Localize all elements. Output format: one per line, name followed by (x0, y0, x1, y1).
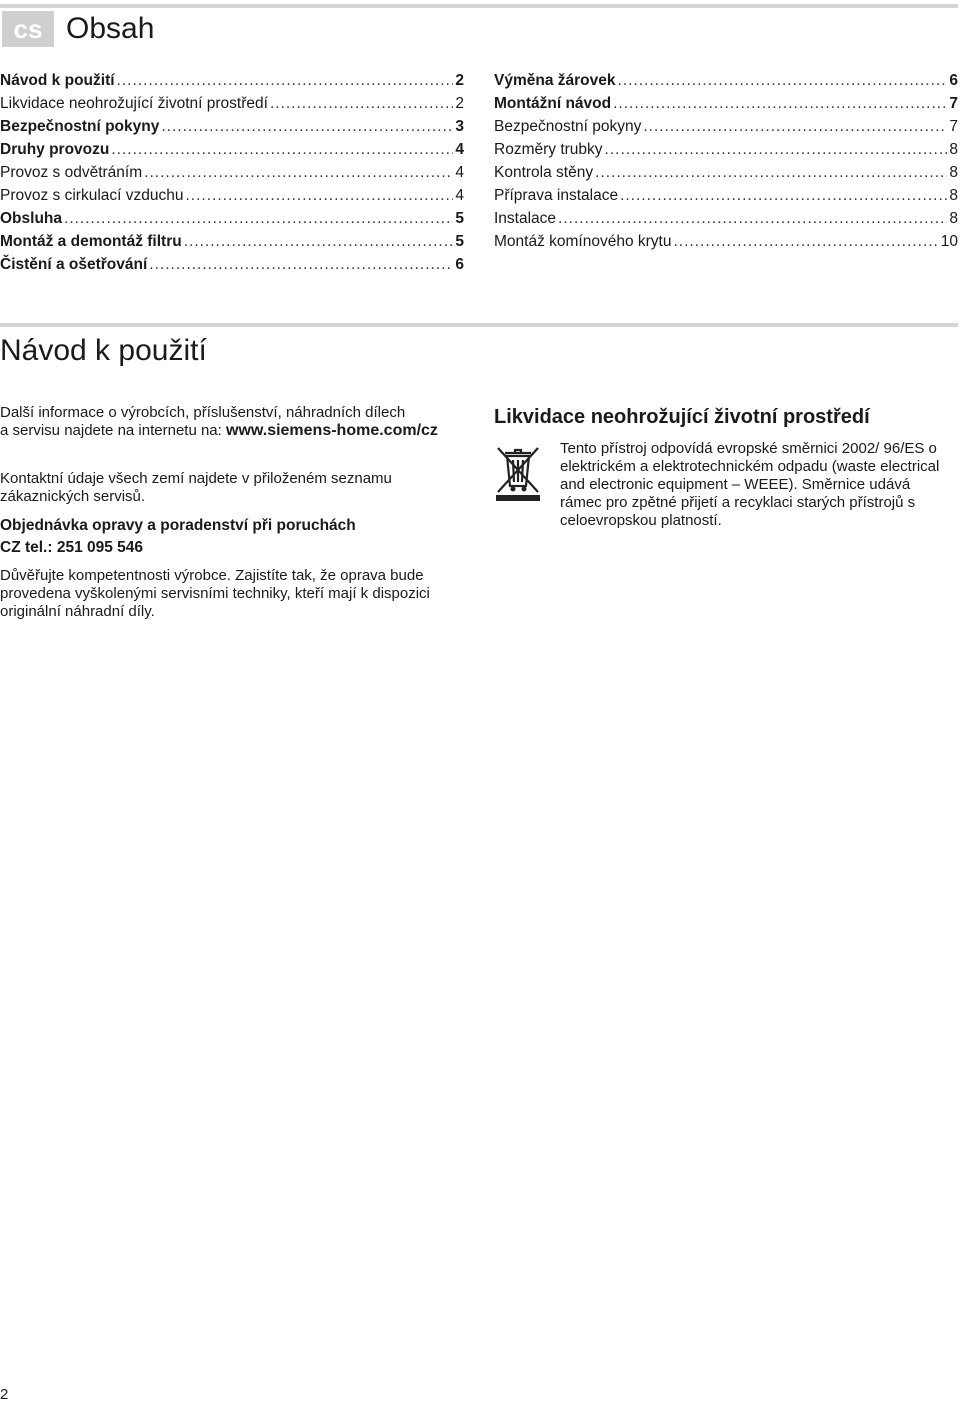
disposal-heading: Likvidace neohrožující životní prostředí (494, 406, 870, 428)
toc-entry[interactable]: Montáž a demontáž filtru ..... 5 (0, 230, 464, 253)
order-heading: Objednávka opravy a poradenství při poruchách (0, 517, 356, 534)
language-badge: cs (2, 11, 54, 47)
disposal-text: Tento přístroj odpovídá evropské směrnici 2002/ 96/ES o elektrickém a elektrotechnickém odpadu (waste electrical and electronic equipment – WEEE). Směrnice udává rámec pro zpětné přijetí a recyklaci starých přístrojů s celoevropskou platností. (560, 440, 940, 529)
section-rule (0, 323, 958, 327)
toc-entry[interactable]: Likvidace neohrožující životní prostředí ..... 2 (0, 92, 464, 115)
trust-paragraph: Důvěřujte kompetentnosti výrobce. Zajistíte tak, že oprava bude provedena vyškolenými servisními techniky, kteří mají k dispozici originální náhradní díly. (0, 567, 430, 620)
toc-entry[interactable]: Montáž komínového krytu ..... 10 (494, 230, 958, 253)
toc-entry[interactable]: Kontrola stěny ..... 8 (494, 161, 958, 184)
phone-number: CZ tel.: 251 095 546 (0, 539, 144, 556)
info-line-1: Další informace o výrobcích, příslušenství, náhradních dílech (0, 404, 406, 421)
toc-entry[interactable]: Návod k použití ..... 2 (0, 69, 464, 92)
toc-entry[interactable]: Výměna žárovek ..... 6 (494, 69, 958, 92)
info-paragraph (0, 404, 438, 440)
toc-entry[interactable]: Provoz s cirkulací vzduchu ..... 4 (0, 184, 464, 207)
toc-left-column (0, 69, 464, 276)
toc-entry[interactable]: Příprava instalace ..... 8 (494, 184, 958, 207)
toc-entry[interactable]: Bezpečnostní pokyny ..... 7 (494, 115, 958, 138)
page-title: Obsah (66, 12, 155, 45)
toc-entry[interactable]: Obsluha ..... 5 (0, 207, 464, 230)
toc-entry[interactable]: Instalace ..... 8 (494, 207, 958, 230)
website-link[interactable]: www.siemens-home.com/cz (226, 422, 438, 439)
toc-entry[interactable]: Montážní návod ..... 7 (494, 92, 958, 115)
toc-entry[interactable]: Rozměry trubky ..... 8 (494, 138, 958, 161)
contact-paragraph: Kontaktní údaje všech zemí najdete v přiloženém seznamu zákaznických servisů. (0, 470, 392, 505)
toc-entry[interactable]: Bezpečnostní pokyny ..... 3 (0, 115, 464, 138)
toc-entry[interactable]: Čistění a ošetřování ..... 6 (0, 253, 464, 276)
toc-entry[interactable]: Provoz s odvětráním ..... 4 (0, 161, 464, 184)
info-line-2: a servisu najdete na internetu na: (0, 422, 222, 439)
toc-right-column (494, 69, 958, 253)
section-title: Návod k použití (0, 334, 207, 367)
toc-entry[interactable]: Druhy provozu ..... 4 (0, 138, 464, 161)
weee-crossed-bin-icon (494, 446, 542, 502)
page-number: 2 (0, 1386, 9, 1403)
